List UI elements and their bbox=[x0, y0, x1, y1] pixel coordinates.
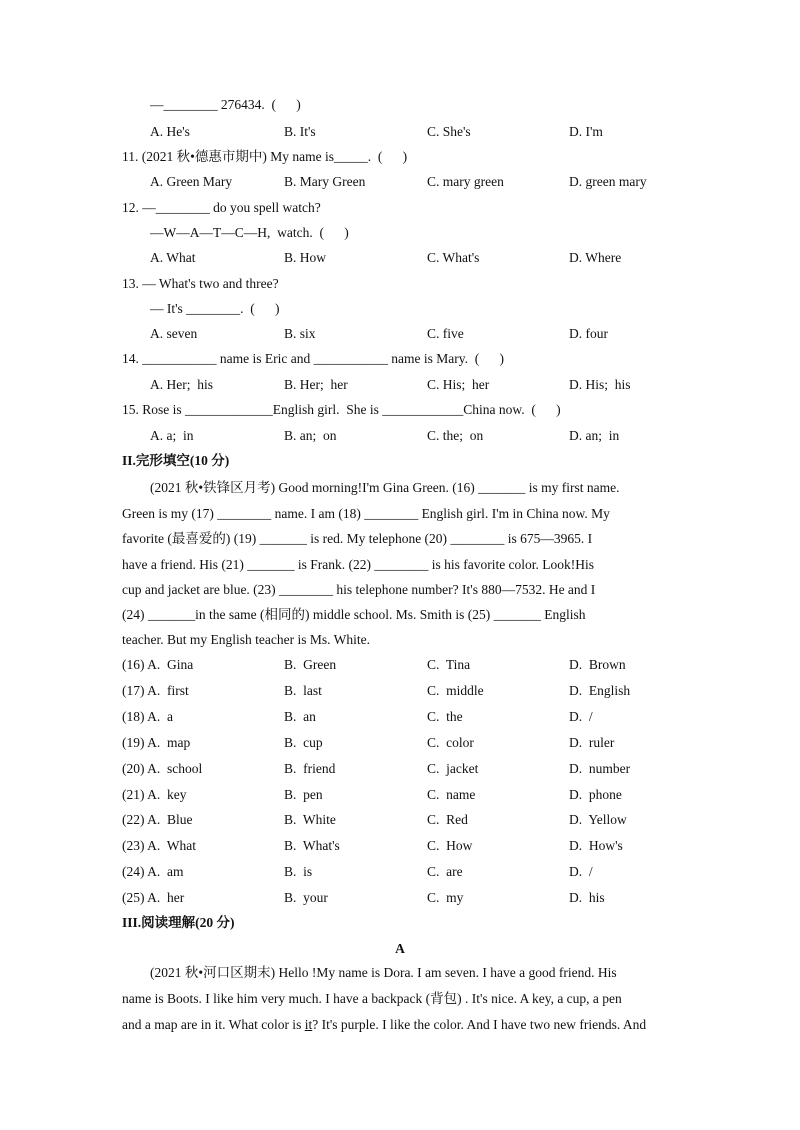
q10-option-b: B. It's bbox=[284, 124, 316, 139]
q11-option-a: A. Green Mary bbox=[150, 174, 233, 189]
cloze-passage-line-6: (24) _______in the same (相同的) middle school. Ms. Smith is (25) _______ English bbox=[122, 607, 586, 622]
cloze-21-option-d: D. phone bbox=[569, 787, 622, 802]
q15-option-d: D. an; in bbox=[569, 428, 620, 443]
q12-stem-2: —W—A—T—C—H, watch. ( ) bbox=[150, 225, 349, 240]
reading-passage-line-2: name is Boots. I like him very much. I have a backpack (背包) . It's nice. A key, a cup, a pen bbox=[122, 991, 622, 1006]
q14-option-a: A. Her; his bbox=[150, 377, 213, 392]
cloze-25-option-b: B. your bbox=[284, 890, 328, 905]
q14-option-d: D. His; his bbox=[569, 377, 631, 392]
cloze-16-option-b: B. Green bbox=[284, 657, 337, 672]
q11-option-b: B. Mary Green bbox=[284, 174, 366, 189]
q12-option-a: A. What bbox=[150, 250, 196, 265]
cloze-16-option-d: D. Brown bbox=[569, 657, 626, 672]
cloze-21-option-b: B. pen bbox=[284, 787, 323, 802]
cloze-17-option-a: (17) A. first bbox=[122, 683, 189, 698]
cloze-22-option-a: (22) A. Blue bbox=[122, 812, 193, 827]
cloze-25-option-d: D. his bbox=[569, 890, 605, 905]
cloze-16-option-c: C. Tina bbox=[427, 657, 471, 672]
cloze-18-option-c: C. the bbox=[427, 709, 463, 724]
q15-option-c: C. the; on bbox=[427, 428, 484, 443]
cloze-18-option-b: B. an bbox=[284, 709, 316, 724]
cloze-17-option-b: B. last bbox=[284, 683, 322, 698]
q10-option-d: D. I'm bbox=[569, 124, 603, 139]
cloze-19-option-c: C. color bbox=[427, 735, 474, 750]
cloze-22-option-d: D. Yellow bbox=[569, 812, 627, 827]
q10-stem: —________ 276434. ( ) bbox=[150, 97, 301, 112]
cloze-23-option-c: C. How bbox=[427, 838, 473, 853]
q12-option-d: D. Where bbox=[569, 250, 622, 265]
q13-option-a: A. seven bbox=[150, 326, 198, 341]
cloze-20-option-c: C. jacket bbox=[427, 761, 479, 776]
reading-passage-line-3-start: and a map are in it. What color is bbox=[122, 1017, 305, 1032]
cloze-16-option-a: (16) A. Gina bbox=[122, 657, 194, 672]
reading-passage-line-1: (2021 秋•河口区期末) Hello !My name is Dora. I am seven. I have a good friend. His bbox=[150, 965, 617, 980]
q11-option-c: C. mary green bbox=[427, 174, 504, 189]
cloze-21-option-c: C. name bbox=[427, 787, 476, 802]
q13-option-b: B. six bbox=[284, 326, 316, 341]
q12-stem: 12. —________ do you spell watch? bbox=[122, 200, 321, 215]
cloze-passage-line-3: favorite (最喜爱的) (19) _______ is red. My telephone (20) ________ is 675—3965. I bbox=[122, 531, 593, 546]
q15-option-a: A. a; in bbox=[150, 428, 194, 443]
cloze-22-option-b: B. White bbox=[284, 812, 336, 827]
cloze-19-option-a: (19) A. map bbox=[122, 735, 191, 750]
q10-option-a: A. He's bbox=[150, 124, 190, 139]
underlined-word-it: it bbox=[304, 1017, 313, 1032]
q13-stem-2: — It's ________. ( ) bbox=[150, 301, 280, 316]
q12-option-c: C. What's bbox=[427, 250, 480, 265]
cloze-18-option-a: (18) A. a bbox=[122, 709, 173, 724]
q14-option-b: B. Her; her bbox=[284, 377, 348, 392]
cloze-17-option-c: C. middle bbox=[427, 683, 484, 698]
passage-a-label: A bbox=[395, 941, 405, 956]
reading-passage-line-3-end: ? It's purple. I like the color. And I have two new friends. And bbox=[312, 1017, 647, 1032]
cloze-23-option-b: B. What's bbox=[284, 838, 340, 853]
cloze-23-option-a: (23) A. What bbox=[122, 838, 196, 853]
cloze-20-option-d: D. number bbox=[569, 761, 631, 776]
q13-stem: 13. — What's two and three? bbox=[122, 276, 279, 291]
cloze-25-option-c: C. my bbox=[427, 890, 464, 905]
cloze-23-option-d: D. How's bbox=[569, 838, 623, 853]
cloze-24-option-a: (24) A. am bbox=[122, 864, 184, 879]
q11-option-d: D. green mary bbox=[569, 174, 647, 189]
q15-stem: 15. Rose is _____________English girl. She is ____________China now. ( ) bbox=[122, 402, 561, 417]
q14-option-c: C. His; her bbox=[427, 377, 490, 392]
q15-option-b: B. an; on bbox=[284, 428, 337, 443]
cloze-21-option-a: (21) A. key bbox=[122, 787, 187, 802]
q13-option-c: C. five bbox=[427, 326, 464, 341]
cloze-25-option-a: (25) A. her bbox=[122, 890, 185, 905]
cloze-20-option-a: (20) A. school bbox=[122, 761, 203, 776]
cloze-passage-line-4: have a friend. His (21) _______ is Frank. (22) ________ is his favorite color. Look!His bbox=[122, 557, 595, 572]
cloze-passage-line-7: teacher. But my English teacher is Ms. White. bbox=[122, 632, 370, 647]
reading-passage-line-3 bbox=[122, 1017, 678, 1033]
cloze-20-option-b: B. friend bbox=[284, 761, 336, 776]
q13-option-d: D. four bbox=[569, 326, 608, 341]
cloze-24-option-c: C. are bbox=[427, 864, 463, 879]
cloze-19-option-b: B. cup bbox=[284, 735, 323, 750]
cloze-passage-line-1: (2021 秋•铁锋区月考) Good morning!I'm Gina Green. (16) _______ is my first name. bbox=[150, 480, 620, 495]
cloze-passage-line-5: cup and jacket are blue. (23) ________ his telephone number? It's 880—7532. He and I bbox=[122, 582, 596, 597]
section-3-heading: III.阅读理解(20 分) bbox=[122, 915, 235, 930]
q10-option-c: C. She's bbox=[427, 124, 471, 139]
cloze-24-option-b: B. is bbox=[284, 864, 313, 879]
q12-option-b: B. How bbox=[284, 250, 327, 265]
cloze-24-option-d: D. / bbox=[569, 864, 593, 879]
cloze-22-option-c: C. Red bbox=[427, 812, 468, 827]
cloze-passage-line-2: Green is my (17) ________ name. I am (18) ________ English girl. I'm in China now. My bbox=[122, 506, 610, 521]
cloze-19-option-d: D. ruler bbox=[569, 735, 615, 750]
section-2-heading: II.完形填空(10 分) bbox=[122, 453, 230, 468]
cloze-17-option-d: D. English bbox=[569, 683, 631, 698]
q11-stem: 11. (2021 秋•德惠市期中) My name is_____. ( ) bbox=[122, 149, 408, 164]
q14-stem: 14. ___________ name is Eric and ___________ name is Mary. ( ) bbox=[122, 351, 504, 366]
cloze-18-option-d: D. / bbox=[569, 709, 593, 724]
